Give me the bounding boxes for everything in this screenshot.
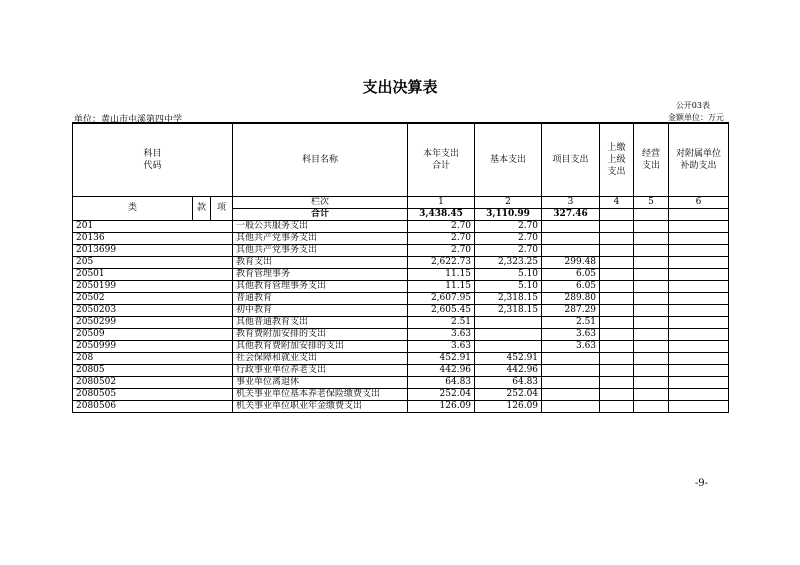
row-code: 20805 <box>73 365 233 377</box>
header-name: 科目名称 <box>233 123 408 197</box>
header-lanci: 栏次 <box>233 197 408 209</box>
row-project: 6.05 <box>542 281 600 293</box>
row-code: 20136 <box>73 233 233 245</box>
row-subsidiary <box>669 329 729 341</box>
row-business <box>634 281 669 293</box>
header-kuan: 款 <box>193 197 211 221</box>
row-upper <box>600 341 634 353</box>
row-business <box>634 317 669 329</box>
header-basic: 基本支出 <box>475 123 542 197</box>
row-code: 20509 <box>73 329 233 341</box>
row-total: 3.63 <box>408 329 475 341</box>
column-index: 2 <box>475 197 542 209</box>
row-code: 2080505 <box>73 389 233 401</box>
row-business <box>634 341 669 353</box>
row-upper <box>600 329 634 341</box>
row-project <box>542 401 600 413</box>
row-name: 其他普通教育支出 <box>233 317 408 329</box>
row-basic: 126.09 <box>475 401 542 413</box>
table-row <box>73 329 729 341</box>
row-code: 2050203 <box>73 305 233 317</box>
row-subsidiary <box>669 257 729 269</box>
row-code: 2050999 <box>73 341 233 353</box>
row-subsidiary <box>669 401 729 413</box>
row-subsidiary <box>669 293 729 305</box>
column-index-row <box>73 197 729 209</box>
row-subsidiary <box>669 269 729 281</box>
row-basic <box>475 341 542 353</box>
row-basic: 252.04 <box>475 389 542 401</box>
row-name: 机关事业单位基本养老保险缴费支出 <box>233 389 408 401</box>
header-total: 本年支出 合计 <box>408 123 475 197</box>
row-basic <box>475 329 542 341</box>
row-subsidiary <box>669 233 729 245</box>
row-total: 2.51 <box>408 317 475 329</box>
row-upper <box>600 401 634 413</box>
row-upper <box>600 353 634 365</box>
table-row <box>73 293 729 305</box>
header-project: 项目支出 <box>542 123 600 197</box>
row-upper <box>600 377 634 389</box>
row-basic: 2.70 <box>475 221 542 233</box>
row-name: 普通教育 <box>233 293 408 305</box>
row-project <box>542 389 600 401</box>
row-business <box>634 293 669 305</box>
row-total: 2,622.73 <box>408 257 475 269</box>
row-code: 2050299 <box>73 317 233 329</box>
unit-label: 单位：黄山市屯溪第四中学 <box>74 115 183 125</box>
row-total: 11.15 <box>408 281 475 293</box>
table-row <box>73 317 729 329</box>
row-total: 2.70 <box>408 245 475 257</box>
table-row <box>73 389 729 401</box>
row-basic: 2,318.15 <box>475 293 542 305</box>
row-name: 机关事业单位职业年金缴费支出 <box>233 401 408 413</box>
row-subsidiary <box>669 389 729 401</box>
row-project: 299.48 <box>542 257 600 269</box>
row-name: 其他共产党事务支出 <box>233 245 408 257</box>
row-subsidiary <box>669 305 729 317</box>
form-number: 公开03表 <box>675 101 710 110</box>
row-code: 2050199 <box>73 281 233 293</box>
row-code: 201 <box>73 221 233 233</box>
total-amount: 3,438.45 <box>408 209 475 221</box>
row-project <box>542 365 600 377</box>
row-upper <box>600 293 634 305</box>
row-project: 3.63 <box>542 329 600 341</box>
table-row <box>73 365 729 377</box>
row-total: 442.96 <box>408 365 475 377</box>
row-name: 其他共产党事务支出 <box>233 233 408 245</box>
row-project: 2.51 <box>542 317 600 329</box>
row-basic: 2.70 <box>475 245 542 257</box>
row-business <box>634 365 669 377</box>
row-total: 2,607.95 <box>408 293 475 305</box>
total-basic: 3,110.99 <box>475 209 542 221</box>
row-total: 126.09 <box>408 401 475 413</box>
table-row <box>73 401 729 413</box>
row-upper <box>600 221 634 233</box>
row-name: 其他教育费附加安排的支出 <box>233 341 408 353</box>
row-basic: 442.96 <box>475 365 542 377</box>
row-code: 20502 <box>73 293 233 305</box>
row-upper <box>600 365 634 377</box>
row-code: 205 <box>73 257 233 269</box>
page-title: 支出决算表 <box>362 78 438 96</box>
row-name: 行政事业单位养老支出 <box>233 365 408 377</box>
row-name: 教育支出 <box>233 257 408 269</box>
row-total: 2.70 <box>408 221 475 233</box>
row-business <box>634 353 669 365</box>
column-index: 4 <box>600 197 634 209</box>
row-business <box>634 377 669 389</box>
row-project <box>542 233 600 245</box>
row-total: 2,605.45 <box>408 305 475 317</box>
row-code: 2080506 <box>73 401 233 413</box>
row-subsidiary <box>669 341 729 353</box>
table-row <box>73 377 729 389</box>
row-basic: 2.70 <box>475 233 542 245</box>
row-upper <box>600 389 634 401</box>
column-index: 3 <box>542 197 600 209</box>
row-subsidiary <box>669 365 729 377</box>
table-row <box>73 245 729 257</box>
row-project: 287.29 <box>542 305 600 317</box>
header-subsidiary: 对附属单位 补助支出 <box>669 123 729 197</box>
row-subsidiary <box>669 281 729 293</box>
row-name: 初中教育 <box>233 305 408 317</box>
row-upper <box>600 245 634 257</box>
header-business: 经营 支出 <box>634 123 669 197</box>
row-code: 2013699 <box>73 245 233 257</box>
row-business <box>634 401 669 413</box>
row-total: 64.83 <box>408 377 475 389</box>
row-basic: 5.10 <box>475 281 542 293</box>
header-row <box>73 123 729 197</box>
row-upper <box>600 233 634 245</box>
row-name: 事业单位离退休 <box>233 377 408 389</box>
header-upper: 上缴 上级 支出 <box>600 123 634 197</box>
table-row <box>73 257 729 269</box>
row-project: 289.80 <box>542 293 600 305</box>
expenditure-table <box>72 122 729 413</box>
header-xiang: 项 <box>211 197 233 221</box>
header-code: 科目 代码 <box>73 123 233 197</box>
row-business <box>634 389 669 401</box>
row-basic <box>475 317 542 329</box>
row-subsidiary <box>669 245 729 257</box>
row-total: 11.15 <box>408 269 475 281</box>
total-label: 合计 <box>233 209 408 221</box>
page-number: -9- <box>694 478 708 489</box>
row-name: 一般公共服务支出 <box>233 221 408 233</box>
table-row <box>73 221 729 233</box>
table-row <box>73 269 729 281</box>
row-basic: 64.83 <box>475 377 542 389</box>
row-subsidiary <box>669 377 729 389</box>
row-project <box>542 221 600 233</box>
row-name: 教育费附加安排的支出 <box>233 329 408 341</box>
row-total: 3.63 <box>408 341 475 353</box>
row-project <box>542 245 600 257</box>
row-basic: 2,318.15 <box>475 305 542 317</box>
row-business <box>634 269 669 281</box>
row-code: 208 <box>73 353 233 365</box>
row-upper <box>600 281 634 293</box>
row-total: 252.04 <box>408 389 475 401</box>
table-row <box>73 353 729 365</box>
row-project <box>542 353 600 365</box>
row-business <box>634 329 669 341</box>
row-name: 社会保障和就业支出 <box>233 353 408 365</box>
column-index: 1 <box>408 197 475 209</box>
row-upper <box>600 305 634 317</box>
row-business <box>634 257 669 269</box>
row-subsidiary <box>669 221 729 233</box>
row-basic: 2,323.25 <box>475 257 542 269</box>
row-upper <box>600 317 634 329</box>
column-index: 6 <box>669 197 729 209</box>
row-subsidiary <box>669 353 729 365</box>
row-project <box>542 377 600 389</box>
table-row <box>73 305 729 317</box>
row-code: 2080502 <box>73 377 233 389</box>
row-business <box>634 221 669 233</box>
table-row <box>73 341 729 353</box>
row-business <box>634 233 669 245</box>
total-project: 327.46 <box>542 209 600 221</box>
money-unit-label: 金额单位：万元 <box>668 113 724 122</box>
row-subsidiary <box>669 317 729 329</box>
table-row <box>73 233 729 245</box>
row-total: 452.91 <box>408 353 475 365</box>
row-business <box>634 245 669 257</box>
row-basic: 5.10 <box>475 269 542 281</box>
header-lei: 类 <box>73 197 193 221</box>
row-project: 3.63 <box>542 341 600 353</box>
row-upper <box>600 269 634 281</box>
row-upper <box>600 257 634 269</box>
column-index: 5 <box>634 197 669 209</box>
table-row <box>73 281 729 293</box>
row-business <box>634 305 669 317</box>
row-basic: 452.91 <box>475 353 542 365</box>
row-project: 6.05 <box>542 269 600 281</box>
row-name: 其他教育管理事务支出 <box>233 281 408 293</box>
row-total: 2.70 <box>408 233 475 245</box>
row-name: 教育管理事务 <box>233 269 408 281</box>
row-code: 20501 <box>73 269 233 281</box>
